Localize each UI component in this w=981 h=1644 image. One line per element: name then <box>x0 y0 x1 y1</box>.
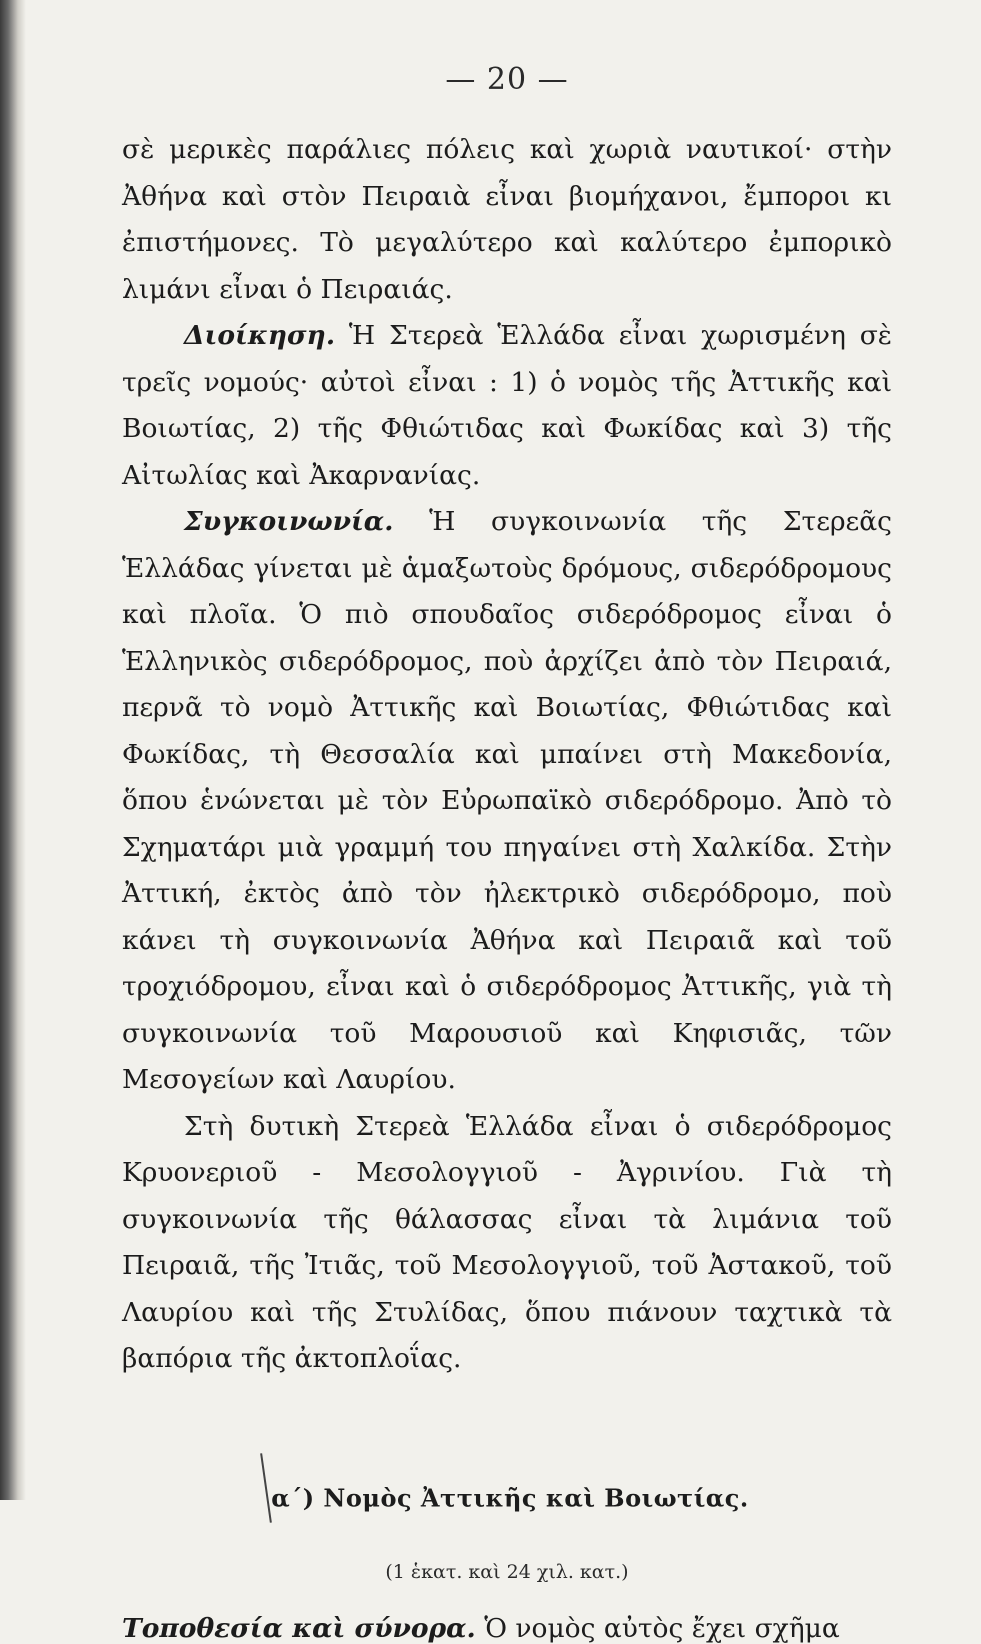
heading-communication: Συγκοινωνία. <box>184 506 394 537</box>
paragraph-west-greece-text: Στὴ δυτικὴ Στερεὰ Ἑλλάδα εἶναι ὁ σιδερόδρομος Κρυονεριοῦ - Μεσολογγιοῦ - Ἀγρινίου. Γιὰ τὴ συγκοινωνία τῆς θάλασσας εἶναι τὰ λιμάνια τοῦ Πειραιᾶ, τῆς Ἰτιᾶς, τοῦ Μεσολογγιοῦ, τοῦ Ἀστακοῦ, τοῦ Λαυρίου καὶ τῆς Στυλίδας, ὅπου πιάνουν ταχτικὰ τὰ βαπόρια τῆς ἀκτοπλοΐας. <box>122 1110 892 1374</box>
book-page <box>122 62 892 1644</box>
paragraph-west-greece <box>122 1104 892 1383</box>
paragraph-communication-text: Ἡ συγκοινωνία τῆς Στερεᾶς Ἑλλάδας γίνεται μὲ ἁμαξωτοὺς δρόμους, σιδερόδρομους καὶ πλοῖα. Ὁ πιὸ σπουδαῖος σιδερόδρομος εἶναι ὁ Ἑλληνικὸς σιδερόδρομος, ποὺ ἀρχίζει ἀπὸ τὸν Πειραιά, περνᾶ τὸ νομὸ Ἀττικῆς καὶ Βοιωτίας, Φθιώτιδας καὶ Φωκίδας, τὴ Θεσσαλία καὶ μπαίνει στὴ Μακεδονία, ὅπου ἑνώνεται μὲ τὸν Εὐρωπαϊκὸ σιδερόδρομο. Ἀπὸ τὸ Σχηματάρι μιὰ γραμμή του πηγαίνει στὴ Χαλκίδα. Στὴν Ἀττική, ἐκτὸς ἀπὸ τὸν ἠλεκτρικὸ σιδερόδρομο, ποὺ κάνει τὴ συγκοινωνία Ἀθήνα καὶ Πειραιᾶ καὶ τοῦ τροχιόδρομου, εἶναι καὶ ὁ σιδερόδρομος Ἀττικῆς, γιὰ τὴ συγκοινωνία τοῦ Μαρουσιοῦ καὶ Κηφισιᾶς, τῶν Μεσογείων καὶ Λαυρίου. <box>122 506 892 1095</box>
paragraph-communication <box>122 499 892 1104</box>
paragraph-location <box>122 1613 892 1644</box>
paragraph-administration-text: Ἡ Στερεὰ Ἑλλάδα εἶναι χωρισμένη σὲ τρεῖς νομούς· αὐτοὶ εἶναι : 1) ὁ νομὸς τῆς Ἀττικῆς καὶ Βοιωτίας, 2) τῆς Φθιώτιδας καὶ Φωκίδας καὶ 3) τῆς Αἰτωλίας καὶ Ἀκαρνανίας. <box>122 320 892 491</box>
page-binding-edge <box>0 0 26 1500</box>
page-number: — 20 — <box>445 62 569 97</box>
section-title-text: α΄) Νομὸς Ἀττικῆς καὶ Βοιωτίας. <box>271 1483 749 1512</box>
paragraph-administration <box>122 313 892 499</box>
paragraph-occupations-text: σὲ μερικὲς παράλιες πόλεις καὶ χωριὰ ναυτικοί· στὴν Ἀθήνα καὶ στὸν Πειραιὰ εἶναι βιομήχανοι, ἔμποροι κι ἐπιστήμονες. Τὸ μεγαλύτερο καὶ καλύτερο ἐμπορικὸ λιμάνι εἶναι ὁ Πειραιάς. <box>122 134 892 305</box>
paragraph-occupations <box>122 127 892 313</box>
section-subtitle: (1 ἑκατ. καὶ 24 χιλ. κατ.) <box>385 1560 629 1583</box>
paragraph-location-text: Ὁ νομὸς αὐτὸς ἔχει σχῆμα <box>475 1612 840 1644</box>
heading-administration: Διοίκηση. <box>184 320 336 351</box>
heading-location: Τοποθεσία καὶ σύνορα. <box>122 1612 476 1644</box>
